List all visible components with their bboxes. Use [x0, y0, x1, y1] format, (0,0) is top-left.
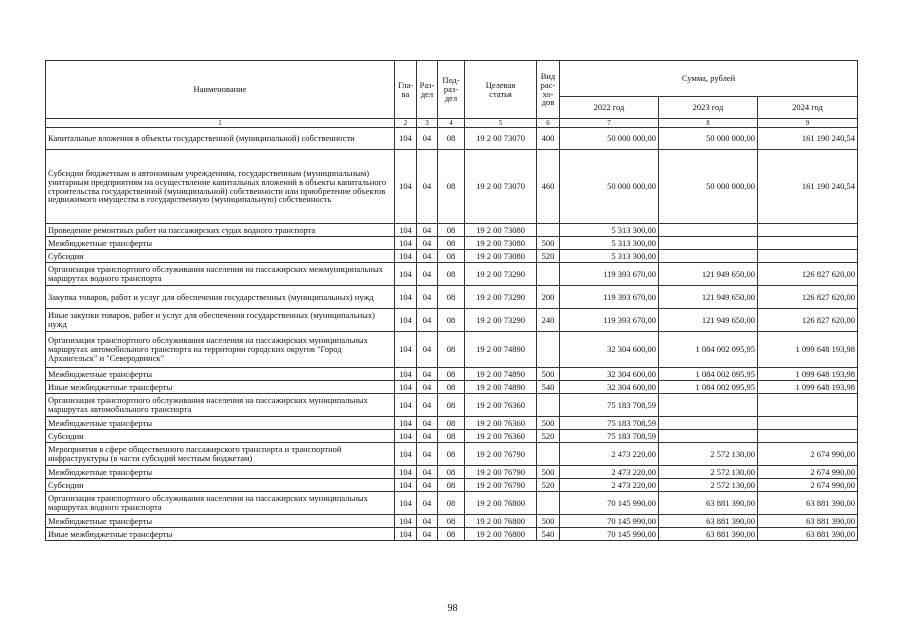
row-sum-2023: 2 572 130,00 — [659, 466, 758, 479]
row-sum-2022: 119 393 670,00 — [560, 309, 659, 332]
row-sum-2022: 75 183 708,59 — [560, 394, 659, 417]
row-podrazdel: 08 — [438, 492, 465, 515]
column-number: 5 — [465, 119, 537, 128]
table-row — [46, 528, 858, 541]
row-podrazdel: 08 — [438, 417, 465, 430]
row-target-article: 19 2 00 73070 — [465, 128, 537, 150]
row-sum-2024 — [758, 417, 858, 430]
row-expense-type: 540 — [537, 528, 560, 541]
column-number: 9 — [758, 119, 858, 128]
row-target-article: 19 2 00 76790 — [465, 443, 537, 466]
row-name: Межбюджетные трансферты — [46, 237, 395, 250]
table-row — [46, 466, 858, 479]
row-sum-2023 — [659, 237, 758, 250]
row-razdel: 04 — [417, 528, 438, 541]
row-target-article: 19 2 00 76800 — [465, 492, 537, 515]
row-sum-2022: 50 000 000,00 — [560, 150, 659, 224]
column-number: 1 — [46, 119, 395, 128]
header-expense-type: Вид рас- хо- дов — [537, 61, 560, 119]
row-razdel: 04 — [417, 417, 438, 430]
row-glava: 104 — [395, 286, 417, 309]
row-glava: 104 — [395, 309, 417, 332]
row-sum-2024: 1 099 648 193,98 — [758, 381, 858, 394]
row-podrazdel: 08 — [438, 332, 465, 368]
row-podrazdel: 08 — [438, 263, 465, 286]
row-sum-2022: 5 313 300,00 — [560, 250, 659, 263]
header-sum: Сумма, рублей — [560, 61, 858, 97]
row-podrazdel: 08 — [438, 309, 465, 332]
row-podrazdel: 08 — [438, 479, 465, 492]
row-razdel: 04 — [417, 128, 438, 150]
row-razdel: 04 — [417, 515, 438, 528]
header-razdel: Раз- дел — [417, 61, 438, 119]
row-razdel: 04 — [417, 309, 438, 332]
row-name: Субсидии — [46, 250, 395, 263]
row-sum-2022: 2 473 220,00 — [560, 479, 659, 492]
row-name: Иные закупки товаров, работ и услуг для обеспечения государственных (муниципальных) нужд — [46, 309, 395, 332]
row-target-article: 19 2 00 73080 — [465, 224, 537, 237]
row-razdel: 04 — [417, 250, 438, 263]
row-target-article: 19 2 00 74890 — [465, 381, 537, 394]
row-name: Мероприятия в сфере общественного пассажирского транспорта и транспортной инфраструктуры (в части субсидий местным бюджетам) — [46, 443, 395, 466]
row-sum-2024 — [758, 250, 858, 263]
table-row — [46, 309, 858, 332]
row-target-article: 19 2 00 76800 — [465, 515, 537, 528]
row-glava: 104 — [395, 128, 417, 150]
table-row — [46, 443, 858, 466]
row-razdel: 04 — [417, 381, 438, 394]
row-podrazdel: 08 — [438, 528, 465, 541]
row-expense-type — [537, 224, 560, 237]
table-row — [46, 381, 858, 394]
header-target-article: Целевая статья — [465, 61, 537, 119]
row-glava: 104 — [395, 479, 417, 492]
row-target-article: 19 2 00 74890 — [465, 332, 537, 368]
row-razdel: 04 — [417, 224, 438, 237]
row-sum-2023: 1 084 002 095,95 — [659, 332, 758, 368]
table-row — [46, 479, 858, 492]
table-row — [46, 394, 858, 417]
row-podrazdel: 08 — [438, 515, 465, 528]
row-sum-2022: 5 313 300,00 — [560, 237, 659, 250]
row-expense-type — [537, 443, 560, 466]
row-name: Организация транспортного обслуживания населения на пассажирских муниципальных маршрутах водного транспорта — [46, 492, 395, 515]
budget-table — [45, 60, 858, 541]
header-podrazdel: Под- раз- дел — [438, 61, 465, 119]
row-sum-2024: 1 099 648 193,98 — [758, 332, 858, 368]
row-name: Субсидии — [46, 479, 395, 492]
row-expense-type: 460 — [537, 150, 560, 224]
row-sum-2024 — [758, 237, 858, 250]
row-expense-type: 400 — [537, 128, 560, 150]
row-glava: 104 — [395, 263, 417, 286]
row-sum-2023: 63 881 390,00 — [659, 528, 758, 541]
row-sum-2023: 2 572 130,00 — [659, 443, 758, 466]
row-razdel: 04 — [417, 286, 438, 309]
row-expense-type: 500 — [537, 515, 560, 528]
row-podrazdel: 08 — [438, 466, 465, 479]
row-expense-type: 520 — [537, 430, 560, 443]
row-sum-2023 — [659, 430, 758, 443]
table-row — [46, 237, 858, 250]
row-glava: 104 — [395, 332, 417, 368]
row-sum-2022: 32 304 600,00 — [560, 381, 659, 394]
table-row — [46, 224, 858, 237]
row-target-article: 19 2 00 73290 — [465, 263, 537, 286]
table-row — [46, 430, 858, 443]
row-razdel: 04 — [417, 492, 438, 515]
row-expense-type: 500 — [537, 368, 560, 381]
row-target-article: 19 2 00 73080 — [465, 250, 537, 263]
row-sum-2022: 2 473 220,00 — [560, 443, 659, 466]
row-name: Межбюджетные трансферты — [46, 515, 395, 528]
row-sum-2024 — [758, 430, 858, 443]
row-name: Межбюджетные трансферты — [46, 368, 395, 381]
row-podrazdel: 08 — [438, 237, 465, 250]
row-name: Иные межбюджетные трансферты — [46, 528, 395, 541]
row-sum-2023: 121 949 650,00 — [659, 263, 758, 286]
row-podrazdel: 08 — [438, 150, 465, 224]
row-sum-2023: 1 084 002 095,95 — [659, 368, 758, 381]
row-sum-2022: 32 304 600,00 — [560, 332, 659, 368]
row-target-article: 19 2 00 76790 — [465, 466, 537, 479]
row-expense-type: 500 — [537, 466, 560, 479]
row-razdel: 04 — [417, 466, 438, 479]
row-sum-2022: 119 393 670,00 — [560, 263, 659, 286]
row-expense-type: 540 — [537, 381, 560, 394]
row-podrazdel: 08 — [438, 394, 465, 417]
column-number: 4 — [438, 119, 465, 128]
row-razdel: 04 — [417, 443, 438, 466]
row-sum-2022: 50 000 000,00 — [560, 128, 659, 150]
row-glava: 104 — [395, 466, 417, 479]
row-razdel: 04 — [417, 394, 438, 417]
row-name: Субсидии бюджетным и автономным учреждениям, государственным (муниципальным) унитарным предприятиям на осуществление капитальных вложений в объекты капитального строительства государственной (муниципальной) собственности или приобретение объектов недвижимого имущества в государственную (муниципальную) собственность — [46, 150, 395, 224]
row-target-article: 19 2 00 76360 — [465, 430, 537, 443]
row-glava: 104 — [395, 417, 417, 430]
row-sum-2024: 2 674 990,00 — [758, 443, 858, 466]
row-glava: 104 — [395, 515, 417, 528]
row-sum-2024: 1 099 648 193,98 — [758, 368, 858, 381]
row-sum-2022: 75 183 708,59 — [560, 430, 659, 443]
row-razdel: 04 — [417, 263, 438, 286]
table-row — [46, 263, 858, 286]
row-razdel: 04 — [417, 430, 438, 443]
row-name: Межбюджетные трансферты — [46, 417, 395, 430]
row-podrazdel: 08 — [438, 381, 465, 394]
row-name: Капитальные вложения в объекты государственной (муниципальной) собственности — [46, 128, 395, 150]
row-target-article: 19 2 00 73080 — [465, 237, 537, 250]
row-sum-2024: 161 190 240,54 — [758, 128, 858, 150]
row-razdel: 04 — [417, 150, 438, 224]
row-sum-2023: 121 949 650,00 — [659, 286, 758, 309]
row-sum-2024: 126 827 620,00 — [758, 263, 858, 286]
row-podrazdel: 08 — [438, 250, 465, 263]
row-target-article: 19 2 00 76360 — [465, 417, 537, 430]
row-sum-2022: 2 473 220,00 — [560, 466, 659, 479]
row-podrazdel: 08 — [438, 286, 465, 309]
row-name: Проведение ремонтных работ на пассажирских судах водного транспорта — [46, 224, 395, 237]
row-expense-type — [537, 263, 560, 286]
row-sum-2023: 2 572 130,00 — [659, 479, 758, 492]
header-year-2024: 2024 год — [758, 97, 858, 119]
row-target-article: 19 2 00 73290 — [465, 309, 537, 332]
header-glava: Гла- ва — [395, 61, 417, 119]
row-expense-type: 520 — [537, 479, 560, 492]
table-row — [46, 492, 858, 515]
row-expense-type: 200 — [537, 286, 560, 309]
row-sum-2023: 50 000 000,00 — [659, 128, 758, 150]
table-row — [46, 417, 858, 430]
table-row — [46, 128, 858, 150]
column-number: 3 — [417, 119, 438, 128]
row-sum-2023 — [659, 417, 758, 430]
column-number-row — [46, 119, 858, 128]
row-sum-2022: 75 183 708,59 — [560, 417, 659, 430]
row-sum-2022: 70 145 990,00 — [560, 528, 659, 541]
row-expense-type: 500 — [537, 417, 560, 430]
row-name: Закупка товаров, работ и услуг для обеспечения государственных (муниципальных) нужд — [46, 286, 395, 309]
row-sum-2023 — [659, 394, 758, 417]
row-sum-2022: 70 145 990,00 — [560, 492, 659, 515]
row-sum-2024: 63 881 390,00 — [758, 492, 858, 515]
row-glava: 104 — [395, 394, 417, 417]
row-name: Иные межбюджетные трансферты — [46, 381, 395, 394]
row-glava: 104 — [395, 443, 417, 466]
row-sum-2023: 50 000 000,00 — [659, 150, 758, 224]
row-target-article: 19 2 00 76800 — [465, 528, 537, 541]
row-sum-2024: 126 827 620,00 — [758, 309, 858, 332]
row-razdel: 04 — [417, 237, 438, 250]
row-sum-2023: 121 949 650,00 — [659, 309, 758, 332]
table-body — [46, 128, 858, 541]
row-sum-2024: 2 674 990,00 — [758, 466, 858, 479]
row-sum-2023: 1 084 002 095,95 — [659, 381, 758, 394]
row-name: Межбюджетные трансферты — [46, 466, 395, 479]
row-sum-2024: 161 190 240,54 — [758, 150, 858, 224]
table-row — [46, 150, 858, 224]
row-name: Организация транспортного обслуживания населения на пассажирских межмуниципальных маршрутах водного транспорта — [46, 263, 395, 286]
row-sum-2023 — [659, 250, 758, 263]
row-sum-2024: 126 827 620,00 — [758, 286, 858, 309]
row-glava: 104 — [395, 492, 417, 515]
row-sum-2023: 63 881 390,00 — [659, 515, 758, 528]
row-sum-2024 — [758, 394, 858, 417]
row-target-article: 19 2 00 73070 — [465, 150, 537, 224]
column-number: 8 — [659, 119, 758, 128]
table-row — [46, 332, 858, 368]
row-glava: 104 — [395, 224, 417, 237]
row-sum-2023 — [659, 224, 758, 237]
row-sum-2024: 63 881 390,00 — [758, 515, 858, 528]
row-expense-type: 500 — [537, 237, 560, 250]
row-name: Организация транспортного обслуживания населения на пассажирских муниципальных маршрутах автомобильного транспорта на территории городских округов "Город Архангельск" и "Северодвинск" — [46, 332, 395, 368]
row-target-article: 19 2 00 73290 — [465, 286, 537, 309]
row-sum-2024: 2 674 990,00 — [758, 479, 858, 492]
column-number: 7 — [560, 119, 659, 128]
row-sum-2022: 119 393 670,00 — [560, 286, 659, 309]
table-row — [46, 368, 858, 381]
column-number: 6 — [537, 119, 560, 128]
table-row — [46, 515, 858, 528]
row-podrazdel: 08 — [438, 443, 465, 466]
row-glava: 104 — [395, 368, 417, 381]
row-sum-2022: 70 145 990,00 — [560, 515, 659, 528]
row-razdel: 04 — [417, 368, 438, 381]
row-glava: 104 — [395, 381, 417, 394]
row-podrazdel: 08 — [438, 128, 465, 150]
page-number: 98 — [447, 603, 458, 614]
row-sum-2023: 63 881 390,00 — [659, 492, 758, 515]
row-sum-2024: 63 881 390,00 — [758, 528, 858, 541]
column-number: 2 — [395, 119, 417, 128]
row-podrazdel: 08 — [438, 368, 465, 381]
row-expense-type — [537, 332, 560, 368]
row-sum-2022: 5 313 300,00 — [560, 224, 659, 237]
table-row — [46, 286, 858, 309]
table-row — [46, 250, 858, 263]
row-razdel: 04 — [417, 332, 438, 368]
row-glava: 104 — [395, 430, 417, 443]
row-sum-2022: 32 304 600,00 — [560, 368, 659, 381]
row-expense-type: 520 — [537, 250, 560, 263]
row-name: Субсидии — [46, 430, 395, 443]
row-expense-type — [537, 394, 560, 417]
row-target-article: 19 2 00 74890 — [465, 368, 537, 381]
row-podrazdel: 08 — [438, 430, 465, 443]
row-sum-2024 — [758, 224, 858, 237]
row-razdel: 04 — [417, 479, 438, 492]
row-expense-type: 240 — [537, 309, 560, 332]
header-year-2022: 2022 год — [560, 97, 659, 119]
row-target-article: 19 2 00 76360 — [465, 394, 537, 417]
row-glava: 104 — [395, 150, 417, 224]
row-glava: 104 — [395, 237, 417, 250]
row-target-article: 19 2 00 76790 — [465, 479, 537, 492]
row-expense-type — [537, 492, 560, 515]
row-glava: 104 — [395, 250, 417, 263]
header-year-2023: 2023 год — [659, 97, 758, 119]
header-name: Наименование — [46, 61, 395, 119]
row-name: Организация транспортного обслуживания населения на пассажирских муниципальных маршрутах автомобильного транспорта — [46, 394, 395, 417]
row-glava: 104 — [395, 528, 417, 541]
row-podrazdel: 08 — [438, 224, 465, 237]
